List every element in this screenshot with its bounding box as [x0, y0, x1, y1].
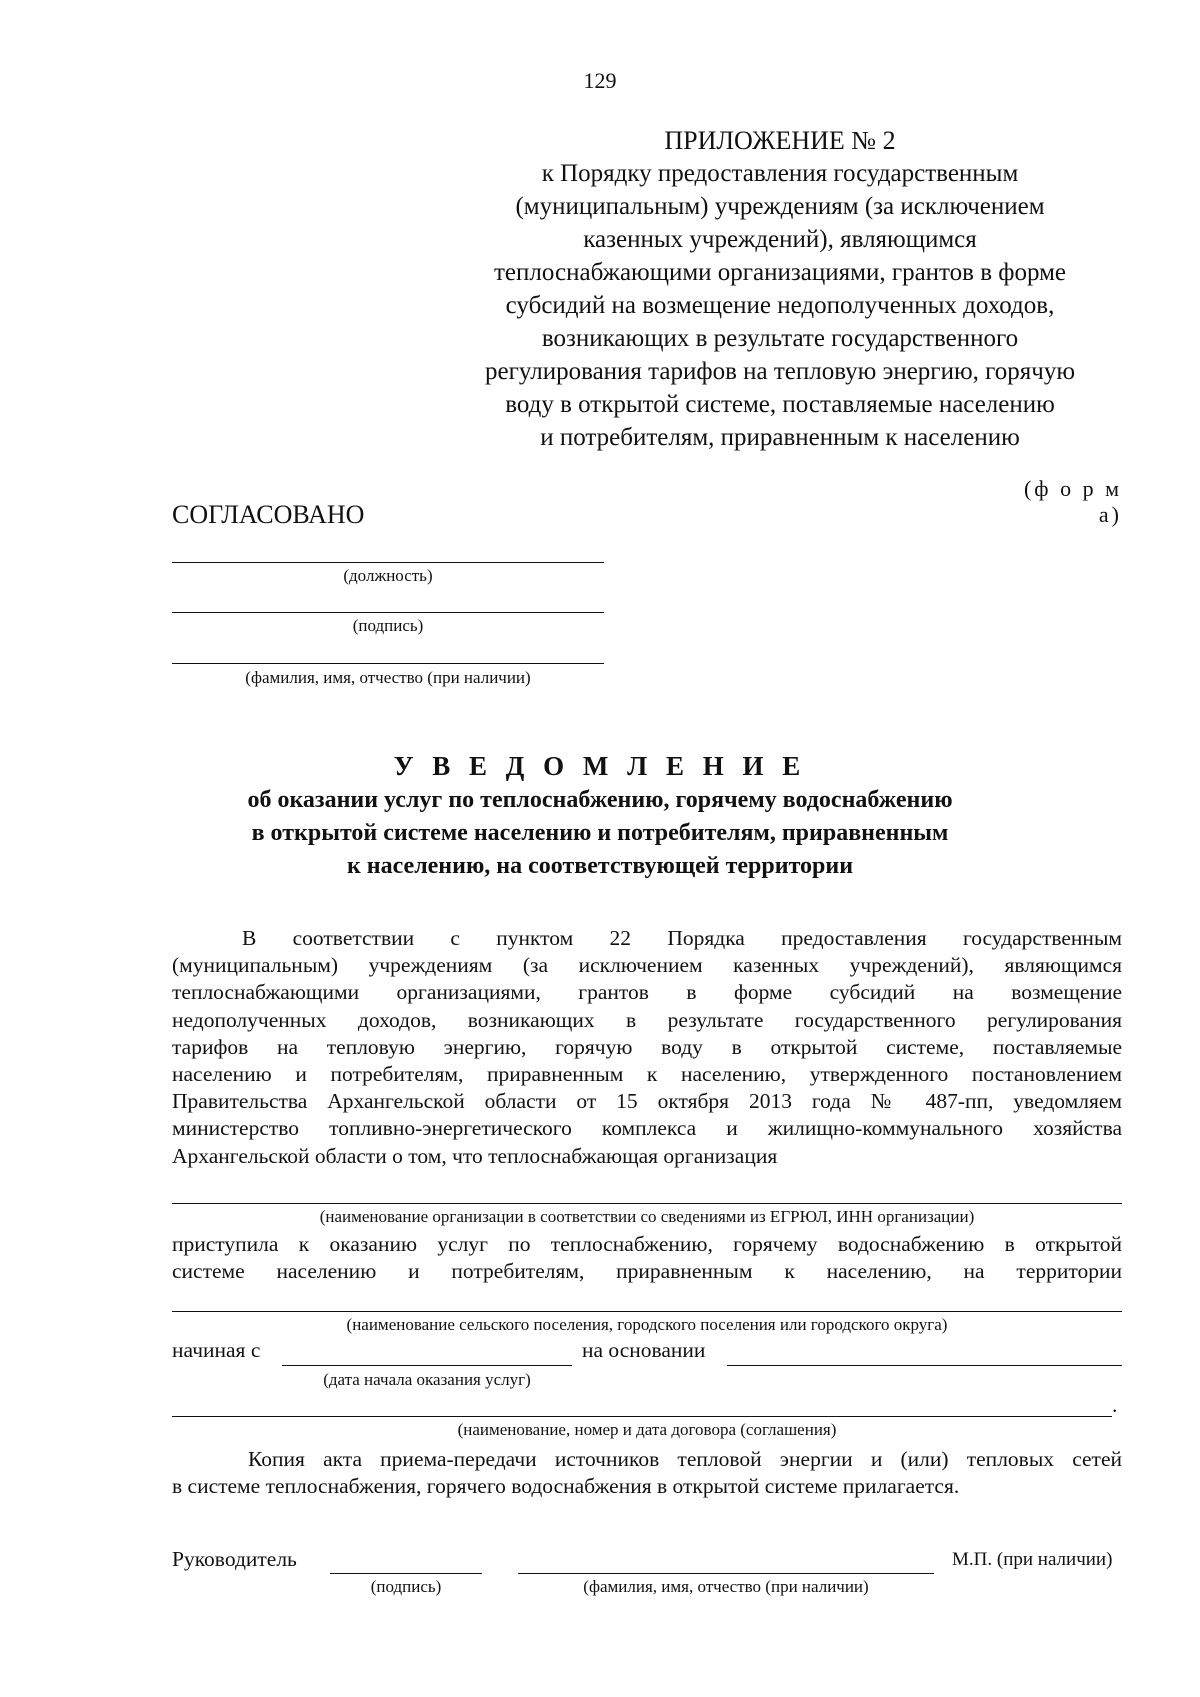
- starting-from-label: начиная с: [172, 1338, 261, 1362]
- notice-title: У В Е Д О М Л Е Н И Е: [393, 751, 807, 781]
- position-field[interactable]: [172, 562, 604, 563]
- agreed-title: СОГЛАСОВАНО: [172, 500, 365, 529]
- agreed-name-field[interactable]: [172, 663, 604, 664]
- organization-caption: (наименование организации в соответствии со сведениями из ЕГРЮЛ, ИНН организации): [319, 1207, 975, 1226]
- appendix-line: регулирования тарифов на тепловую энергию, горячую: [484, 358, 1075, 385]
- paragraph-line: населению и потребителям, приравненным к населению, утвержденного постановлением: [172, 1062, 1122, 1087]
- head-name-field[interactable]: [518, 1573, 934, 1574]
- appendix-line: (муниципальным) учреждениям (за исключением: [515, 193, 1045, 220]
- agreed-name-caption: (фамилия, имя, отчество (при наличии): [245, 668, 531, 687]
- paragraph-line: теплоснабжающими организациями, грантов в форме субсидий на возмещение: [172, 980, 1122, 1005]
- start-date-caption: (дата начала оказания услуг): [323, 1370, 531, 1389]
- appendix-line: к Порядку предоставления государственным: [541, 160, 1019, 187]
- appendix-line: и потребителям, приравненным к населению: [540, 424, 1020, 451]
- appendix-line: теплоснабжающими организациями, грантов в форме: [494, 259, 1066, 286]
- appendix-title: ПРИЛОЖЕНИЕ № 2: [664, 126, 896, 155]
- stamp-label: М.П. (при наличии): [952, 1549, 1113, 1570]
- copy-paragraph: [172, 1446, 1122, 1500]
- basis-label: на основании: [582, 1338, 706, 1362]
- paragraph-line: В соответствии с пунктом 22 Порядка предоставления государственным: [242, 926, 1122, 950]
- appendix-line: субсидий на возмещение недополученных доходов,: [505, 292, 1055, 319]
- notice-heading: [140, 748, 1060, 883]
- head-name-caption: (фамилия, имя, отчество (при наличии): [583, 1577, 869, 1596]
- copy-line: Копия акта приема-передачи источников тепловой энергии и (или) тепловых сетей: [248, 1447, 1122, 1471]
- contract-caption: (наименование, номер и дата договора (соглашения): [457, 1420, 837, 1439]
- notice-subtitle-line: об оказании услуг по теплоснабжению, горячему водоснабжению: [247, 787, 953, 813]
- appendix-line: казенных учреждений), являющимся: [583, 226, 977, 253]
- notice-subtitle-line: к населению, на соответствующей территории: [346, 853, 854, 879]
- form-label: (ф о р м а): [1023, 476, 1122, 527]
- position-caption: (должность): [343, 566, 433, 585]
- paragraph-line: Архангельской области о том, что теплоснабжающая организация: [172, 1143, 778, 1168]
- main-paragraph: [172, 925, 1122, 1170]
- basis-field[interactable]: [727, 1365, 1122, 1366]
- signature-caption: (подпись): [352, 616, 424, 635]
- paragraph-line: (муниципальным) учреждениям (за исключением казенных учреждений), являющимся: [172, 953, 1122, 978]
- paragraph-line: Правительства Архангельской области от 15 октября 2013 года № 487-пп, уведомляем: [172, 1089, 1122, 1114]
- signature-field[interactable]: [172, 612, 604, 613]
- appendix-line: воду в открытой системе, поставляемые населению: [505, 391, 1055, 418]
- paragraph-line: министерство топливно-энергетического комплекса и жилищно-коммунального хозяйства: [172, 1116, 1122, 1141]
- page-number: 129: [583, 68, 617, 93]
- organization-field[interactable]: [172, 1203, 1122, 1204]
- contract-period: .: [1112, 1393, 1118, 1417]
- copy-line: в системе теплоснабжения, горячего водоснабжения в открытой системе прилагается.: [172, 1474, 960, 1499]
- start-date-field[interactable]: [282, 1365, 572, 1366]
- notice-subtitle-line: в открытой системе населению и потребителям, приравненным: [251, 820, 949, 846]
- head-signature-caption: (подпись): [370, 1577, 442, 1596]
- appendix-header: [440, 124, 1120, 454]
- appendix-line: возникающих в результате государственного: [541, 325, 1019, 352]
- head-signature-field[interactable]: [330, 1573, 482, 1574]
- contract-field[interactable]: [172, 1416, 1112, 1417]
- paragraph-line: тарифов на тепловую энергию, горячую воду в открытой системе, поставляемые: [172, 1034, 1122, 1059]
- head-label: Руководитель: [172, 1547, 297, 1571]
- started-line: системе населению и потребителям, приравненным к населению, на территории: [172, 1259, 1122, 1284]
- started-paragraph: [172, 1231, 1122, 1285]
- paragraph-line: недополученных доходов, возникающих в результате государственного регулирования: [172, 1007, 1122, 1032]
- started-line: приступила к оказанию услуг по теплоснабжению, горячему водоснабжению в открытой: [172, 1232, 1122, 1256]
- territory-field[interactable]: [172, 1311, 1122, 1312]
- territory-caption: (наименование сельского поселения, городского поселения или городского округа): [346, 1315, 948, 1334]
